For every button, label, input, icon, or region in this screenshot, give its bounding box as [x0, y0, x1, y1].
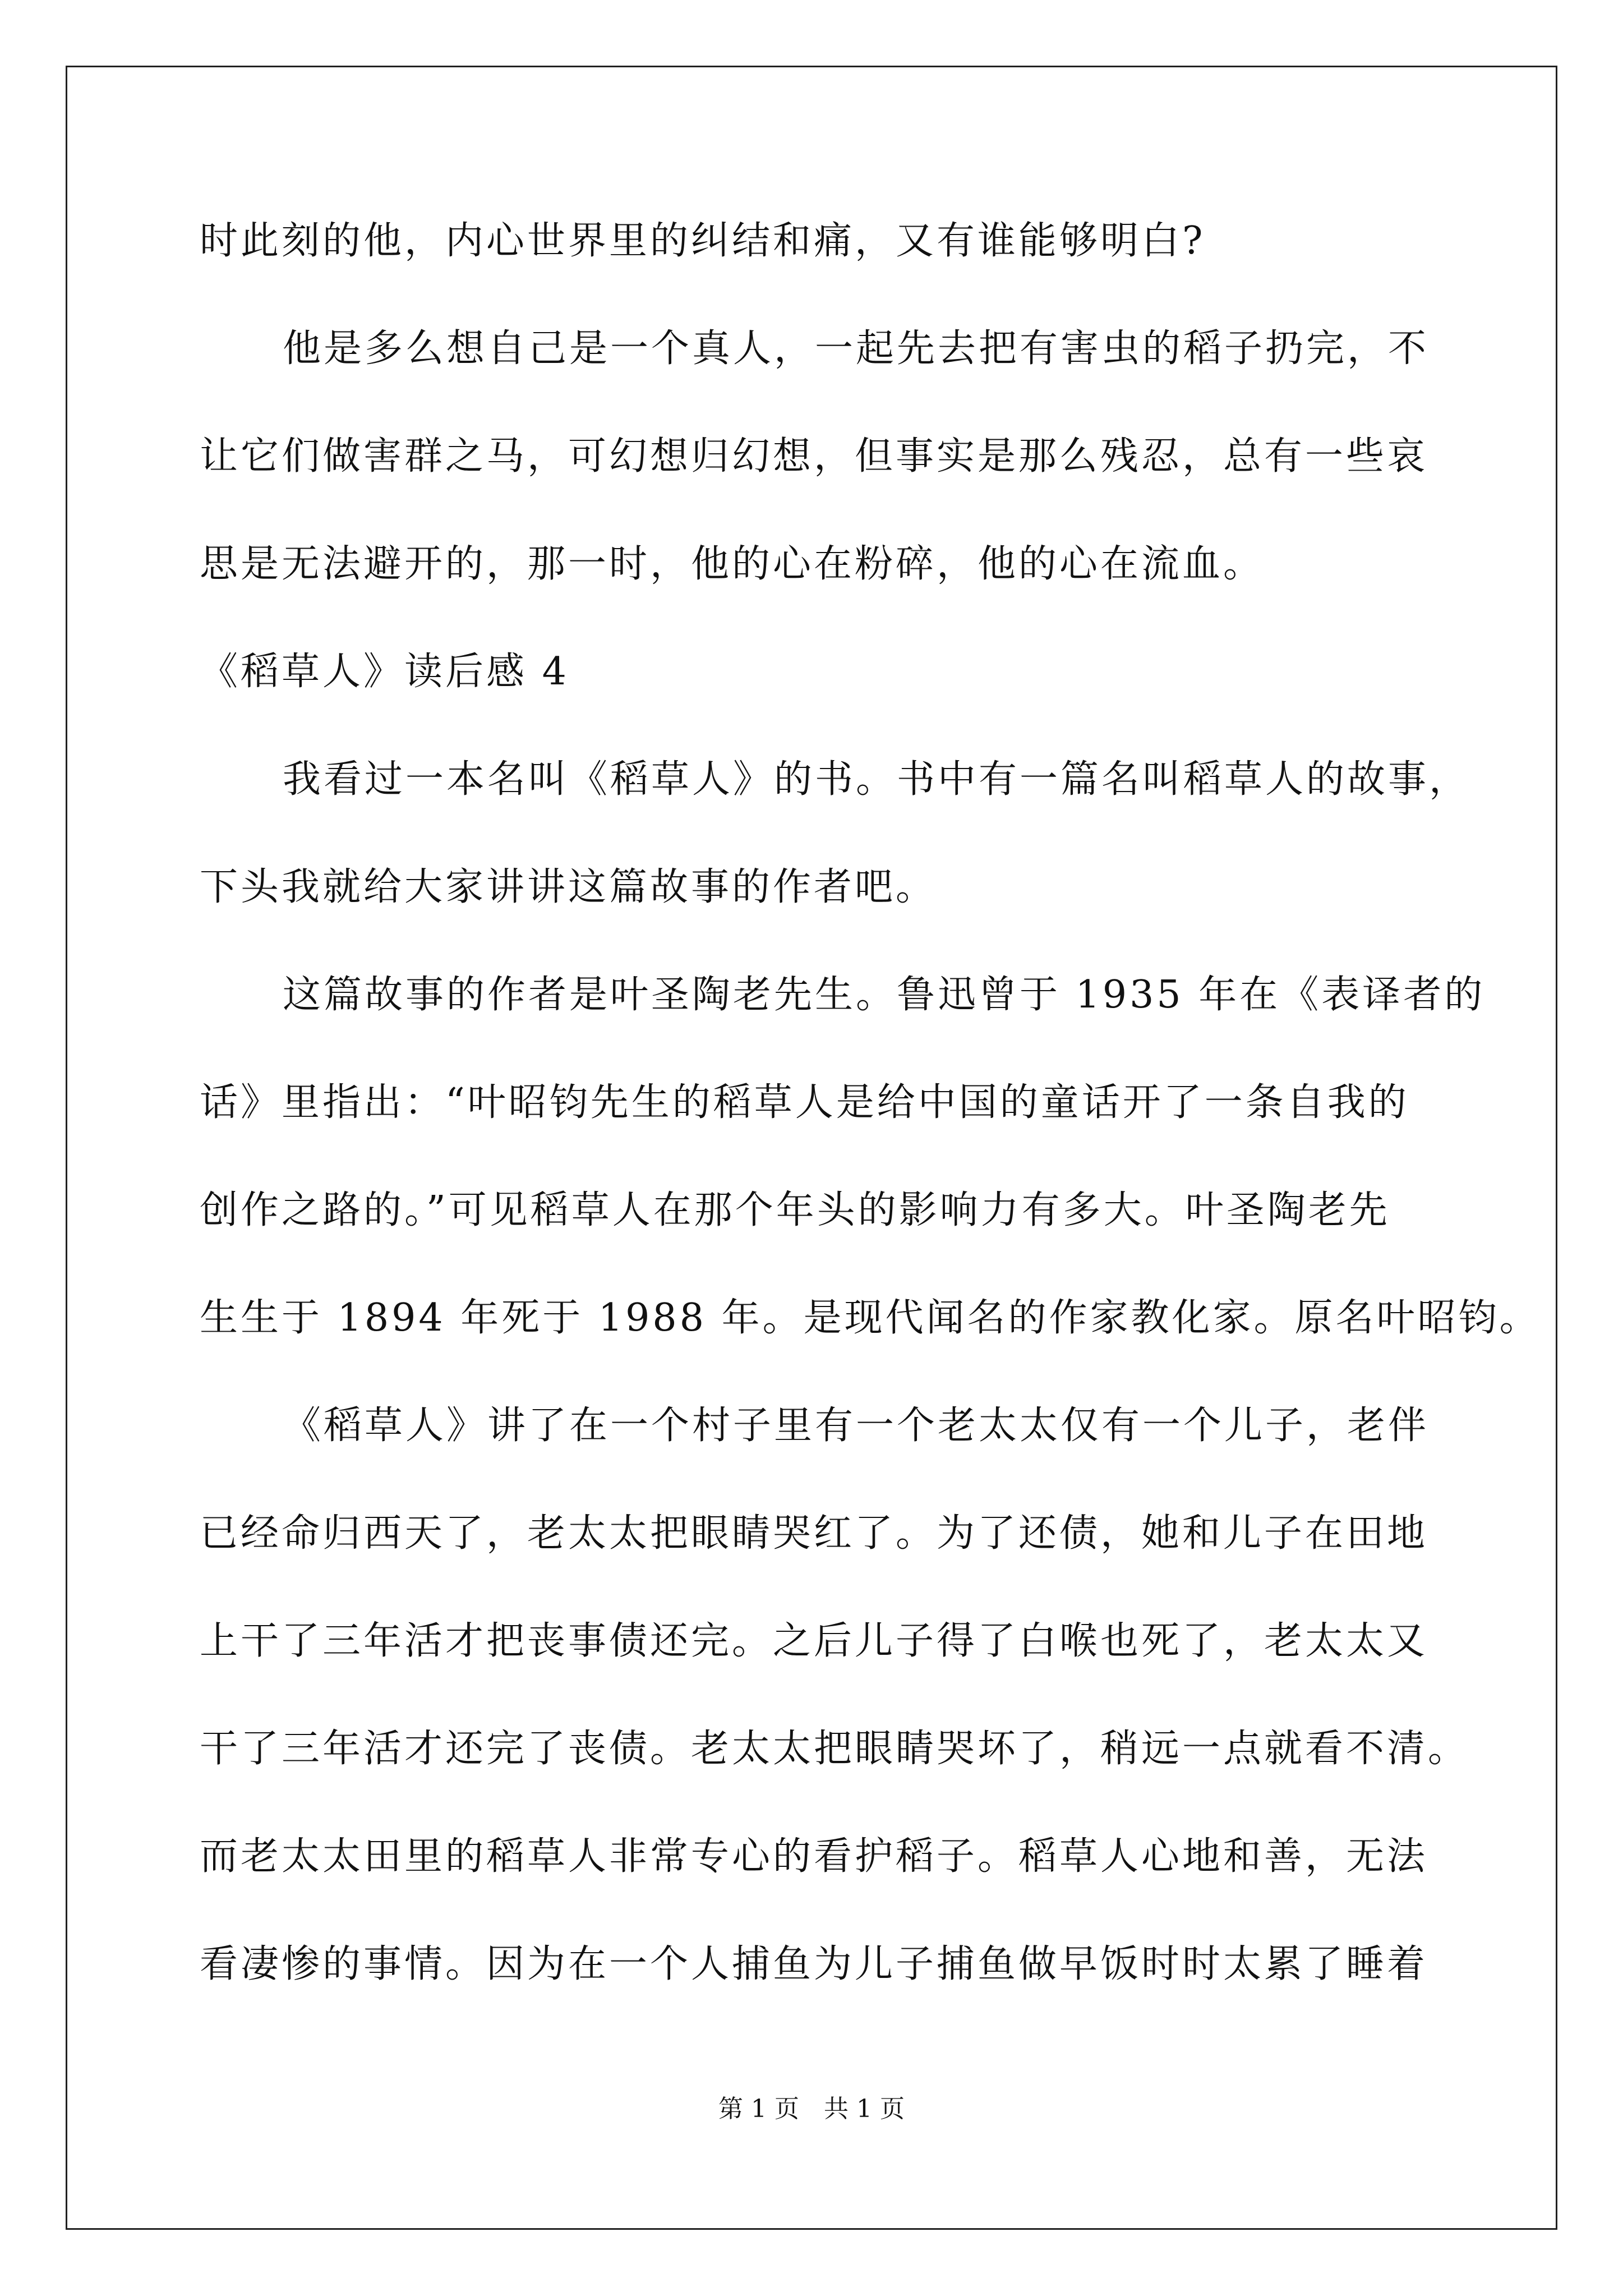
paragraph-line: 下头我就给大家讲讲这篇故事的作者吧。 — [200, 865, 937, 909]
page-border — [66, 66, 1557, 2230]
paragraph-line: 创作之路的。”可见稻草人在那个年头的影响力有多大。叶圣陶老先 — [200, 1188, 1390, 1232]
paragraph-line: 话》里指出：“叶昭钧先生的稻草人是给中国的童话开了一条自我的 — [200, 1080, 1409, 1125]
section-heading: 《稻草人》读后感 4 — [200, 650, 569, 694]
paragraph-line: 他是多么想自己是一个真人，一起先去把有害虫的稻子扔完，不 — [283, 326, 1430, 371]
paragraph-line: 《稻草人》讲了在一个村子里有一个老太太仅有一个儿子，老伴 — [283, 1404, 1430, 1448]
paragraph-line: 思是无法避开的，那一时，他的心在粉碎，他的心在流血。 — [200, 542, 1265, 586]
paragraph-line: 上干了三年活才把丧事债还完。之后儿子得了白喉也死了，老太太又 — [200, 1619, 1428, 1663]
paragraph-line: 已经命归西天了，老太太把眼睛哭红了。为了还债，她和儿子在田地 — [200, 1511, 1428, 1556]
paragraph-line: 而老太太田里的稻草人非常专心的看护稻子。稻草人心地和善，无法 — [200, 1834, 1428, 1879]
paragraph-line: 这篇故事的作者是叶圣陶老先生。鲁迅曾于 1935 年在《表译者的 — [283, 973, 1486, 1017]
page-footer: 第 1 页 共 1 页 — [718, 2095, 905, 2123]
paragraph-line: 干了三年活才还完了丧债。老太太把眼睛哭坏了，稍远一点就看不清。 — [200, 1727, 1469, 1771]
paragraph-line: 看凄惨的事情。因为在一个人捕鱼为儿子捕鱼做早饭时时太累了睡着 — [200, 1942, 1428, 1986]
paragraph-line: 生生于 1894 年死于 1988 年。是现代闻名的作家教化家。原名叶昭钧。 — [200, 1296, 1541, 1340]
paragraph-line: 我看过一本名叫《稻草人》的书。书中有一篇名叫稻草人的故事， — [283, 757, 1470, 802]
paragraph-line: 时此刻的他，内心世界里的纠结和痛，又有谁能够明白? — [200, 219, 1206, 263]
paragraph-line: 让它们做害群之马，可幻想归幻想，但事实是那么残忍，总有一些哀 — [200, 434, 1428, 478]
